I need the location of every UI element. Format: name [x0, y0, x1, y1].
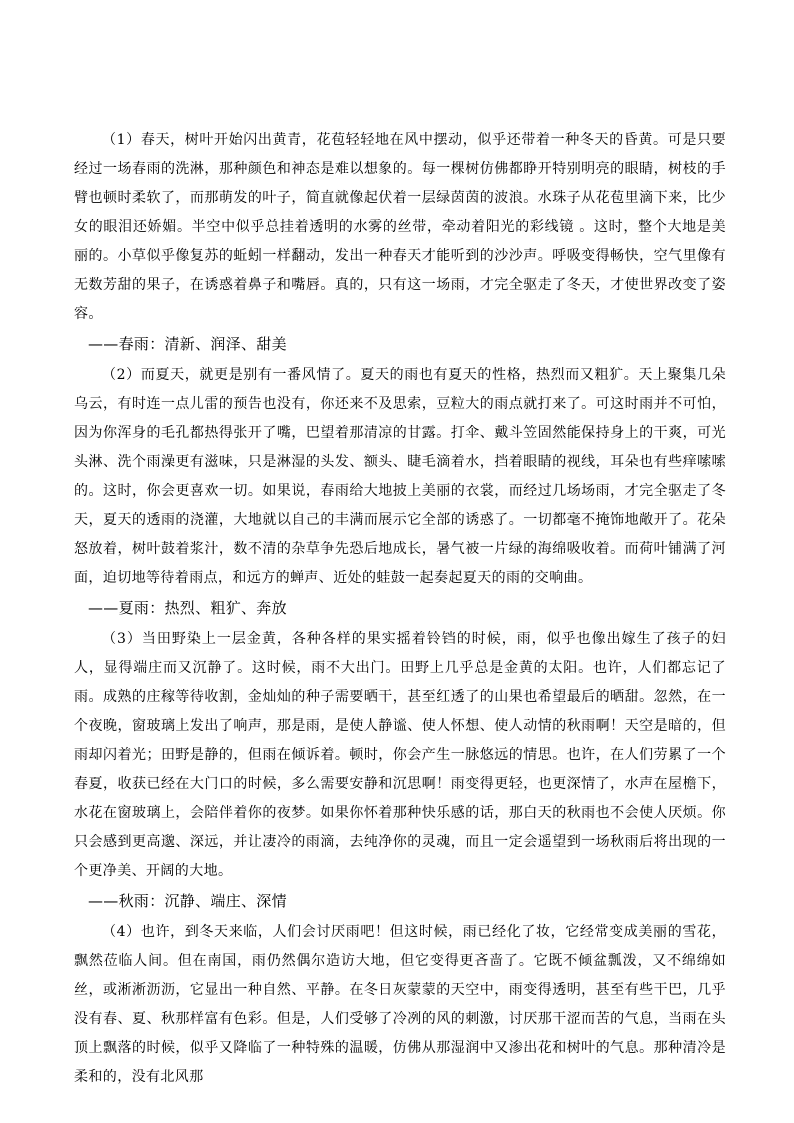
caption-summer: ——夏雨：热烈、粗犷、奔放: [88, 599, 287, 617]
caption-autumn: ——秋雨：沉静、端庄、深情: [88, 892, 287, 910]
paragraph-spring: （1）春天，树叶开始闪出黄青，花苞轻轻地在风中摆动，似乎还带着一种冬天的昏黄。可是只要经过一场春雨的洗淋，那种颜色和神态是难以想象的。每一棵树仿佛都睁开特别明亮的眼睛，树枝的手臂也顿时柔软了，而那萌发的叶子，简直就像起伏着一层绿茵茵的波浪。水珠子从花苞里滴下来，比少女的眼泪还娇媚。半空中似乎总挂着透明的水雾的丝带，牵动着阳光的彩线镜 。这时，整个大地是美丽的。小草似乎像复苏的蚯蚓一样翻动，发出一种春天才能听到的沙沙声。呼吸变得畅快，空气里像有无数芳甜的果子，在诱惑着鼻子和嘴唇。真的，只有这一场雨，才完全驱走了冬天，才使世界改变了姿容。: [74, 132, 726, 322]
caption-spring: ——春雨：清新、润泽、甜美: [88, 335, 287, 353]
document-body: [74, 126, 726, 1092]
paragraph-winter: （4）也许，到冬天来临，人们会讨厌雨吧！但这时候，雨已经化了妆，它经常变成美丽的雪花，飘然莅临人间。但在南国，雨仍然偶尔造访大地，但它变得更吝啬了。它既不倾盆瓢泼，又不绵绵如丝，或淅淅沥沥，它显出一种自然、平静。在冬日灰蒙蒙的天空中，雨变得透明，甚至有些干巴，几乎没有春、夏、秋那样富有色彩。但是，人们受够了冷冽的风的刺激，讨厌那干涩而苦的气息，当雨在头顶上飘落的时候，似乎又降临了一种特殊的温暖，仿佛从那湿润中又渗出花和树叶的气息。那种清冷是柔和的，没有北风那: [74, 924, 726, 1085]
paragraph-summer: （2）而夏天，就更是别有一番风情了。夏天的雨也有夏天的性格，热烈而又粗犷。天上聚集几朵乌云，有时连一点儿雷的预告也没有，你还来不及思索，豆粒大的雨点就打来了。可这时雨并不可怕，因为你浑身的毛孔都热得张开了嘴，巴望着那清凉的甘露。打伞、戴斗笠固然能保持身上的干爽，可光头淋、洗个雨澡更有滋味，只是淋湿的头发、额头、睫毛滴着水，挡着眼睛的视线，耳朵也有些痒嗦嗦的。这时，你会更喜欢一切。如果说，春雨给大地披上美丽的衣裳，而经过几场场雨，才完全驱走了冬天，夏天的透雨的浇灌，大地就以自己的丰满而展示它全部的诱惑了。一切都毫不掩饰地敞开了。花朵怒放着，树叶鼓着浆汁，数不清的杂草争先恐后地成长，暑气被一片绿的海绵吸收着。而荷叶铺满了河面，迫切地等待着雨点，和远方的蝉声、近处的蛙鼓一起奏起夏天的雨的交响曲。: [74, 367, 726, 586]
paragraph-autumn: （3）当田野染上一层金黄，各种各样的果实摇着铃铛的时候，雨，似乎也像出嫁生了孩子的妇人，显得端庄而又沉静了。这时候，雨不大出门。田野上几乎总是金黄的太阳。也许，人们都忘记了雨。成熟的庄稼等待收割，金灿灿的种子需要晒干，甚至红透了的山果也希望最后的晒甜。忽然，在一个夜晚，窗玻璃上发出了响声，那是雨，是使人静谧、使人怀想、使人动情的秋雨啊！天空是暗的，但雨却闪着光；田野是静的，但雨在倾诉着。顿时，你会产生一脉悠远的情思。也许，在人们劳累了一个春夏，收获已经在大门口的时候，多么需要安静和沉思啊！雨变得更轻，也更深情了，水声在屋檐下，水花在窗玻璃上，会陪伴着你的夜梦。如果你怀着那种快乐感的话，那白天的秋雨也不会使人厌烦。你只会感到更高邈、深远，并让凄冷的雨滴，去纯净你的灵魂，而且一定会遥望到一场秋雨后将出现的一个更净美、开阔的大地。: [74, 631, 726, 879]
